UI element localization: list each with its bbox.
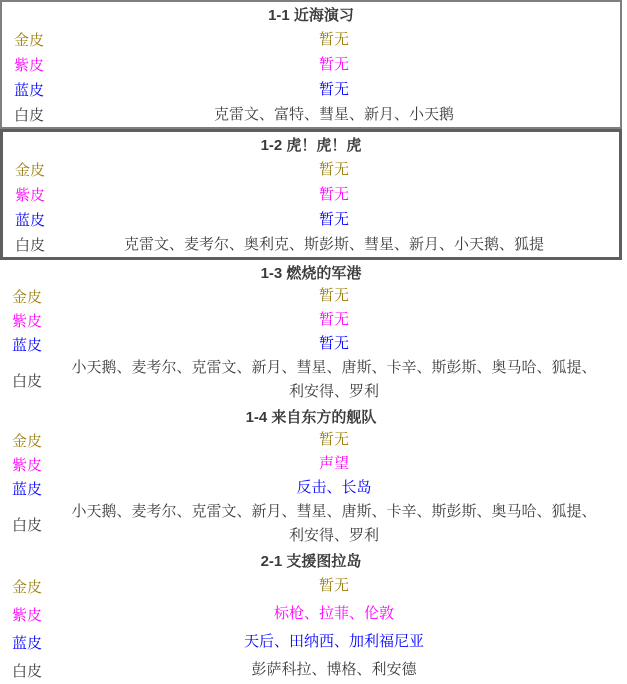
table-row	[0, 600, 622, 628]
tier-label-gold: 金皮	[15, 162, 46, 179]
section-1-3	[0, 260, 622, 404]
tier-label-white: 白皮	[12, 662, 43, 680]
tier-label-purple: 紫皮	[12, 312, 43, 330]
tier-label-blue: 蓝皮	[12, 634, 43, 652]
tier-label-purple: 紫皮	[12, 606, 43, 624]
drop-list-blue: 反击、长岛	[296, 479, 372, 496]
table-row	[0, 332, 622, 356]
table-row	[0, 428, 622, 452]
table-row	[2, 102, 620, 127]
drop-list-blue: 暂无	[318, 335, 349, 352]
tier-label-blue: 蓝皮	[12, 480, 43, 498]
table-row	[0, 476, 622, 500]
tier-label-white: 白皮	[15, 237, 46, 254]
drop-list-purple: 暂无	[318, 55, 349, 73]
table-row	[0, 500, 622, 548]
drop-list-blue: 暂无	[318, 80, 349, 98]
drop-list-gold: 暂无	[318, 287, 349, 304]
section-1-4	[0, 404, 622, 548]
tier-label-blue: 蓝皮	[14, 82, 45, 99]
drop-list-purple: 声望	[318, 455, 349, 472]
section-title: 1-1 近海演习	[268, 7, 354, 24]
table-row	[0, 308, 622, 332]
drop-list-gold: 暂无	[318, 431, 349, 448]
drop-list-purple: 暂无	[318, 185, 349, 203]
table-row	[3, 232, 619, 257]
drop-list-blue: 天后、田纳西、加利福尼亚	[243, 633, 424, 650]
tier-label-white: 白皮	[12, 516, 43, 534]
table-row	[0, 356, 622, 404]
tier-label-blue: 蓝皮	[12, 336, 43, 354]
table-row	[0, 572, 622, 600]
section-title: 2-1 支援图拉岛	[260, 552, 362, 570]
section-1-1	[0, 0, 622, 129]
tier-label-gold: 金皮	[12, 432, 43, 450]
tier-label-white: 白皮	[14, 107, 45, 124]
table-row	[0, 284, 622, 308]
section-title: 1-4 来自东方的舰队	[245, 408, 377, 426]
tier-label-purple: 紫皮	[15, 187, 46, 204]
drop-list-gold: 暂无	[318, 30, 349, 48]
drop-list-purple: 暂无	[318, 311, 349, 328]
section-1-2	[0, 129, 622, 260]
table-row	[0, 452, 622, 476]
drop-list-white: 彭萨科拉、博格、利安德	[251, 661, 417, 678]
tier-label-gold: 金皮	[14, 32, 45, 49]
table-row	[2, 27, 620, 52]
tier-label-gold: 金皮	[12, 578, 43, 596]
table-row	[3, 157, 619, 182]
tier-label-white: 白皮	[12, 372, 43, 390]
section-title: 1-3 燃烧的军港	[260, 264, 362, 282]
tier-label-gold: 金皮	[12, 288, 43, 306]
tier-label-blue: 蓝皮	[15, 212, 46, 229]
drop-list-white: 小天鹅、麦考尔、克雷文、新月、彗星、唐斯、卡辛、斯彭斯、奥马哈、狐提、利安得、罗利	[71, 503, 597, 544]
tier-label-purple: 紫皮	[12, 456, 43, 474]
table-row	[3, 207, 619, 232]
drop-list-white: 小天鹅、麦考尔、克雷文、新月、彗星、唐斯、卡辛、斯彭斯、奥马哈、狐提、利安得、罗利	[71, 359, 597, 400]
tier-label-purple: 紫皮	[14, 57, 45, 74]
drop-list-gold: 暂无	[318, 160, 349, 178]
table-row	[2, 77, 620, 102]
drop-list-white: 克雷文、麦考尔、奥利克、斯彭斯、彗星、新月、小天鹅、狐提	[123, 235, 544, 253]
section-title: 1-2 虎！虎！虎	[260, 137, 362, 154]
drop-list-gold: 暂无	[318, 577, 349, 594]
drop-list-blue: 暂无	[318, 210, 349, 228]
table-row	[0, 656, 622, 684]
drop-list-purple: 标枪、拉菲、伦敦	[273, 605, 394, 622]
section-2-1	[0, 548, 622, 684]
drop-list-white: 克雷文、富特、彗星、新月、小天鹅	[213, 105, 454, 123]
table-row	[0, 628, 622, 656]
table-row	[2, 52, 620, 77]
table-row	[3, 182, 619, 207]
